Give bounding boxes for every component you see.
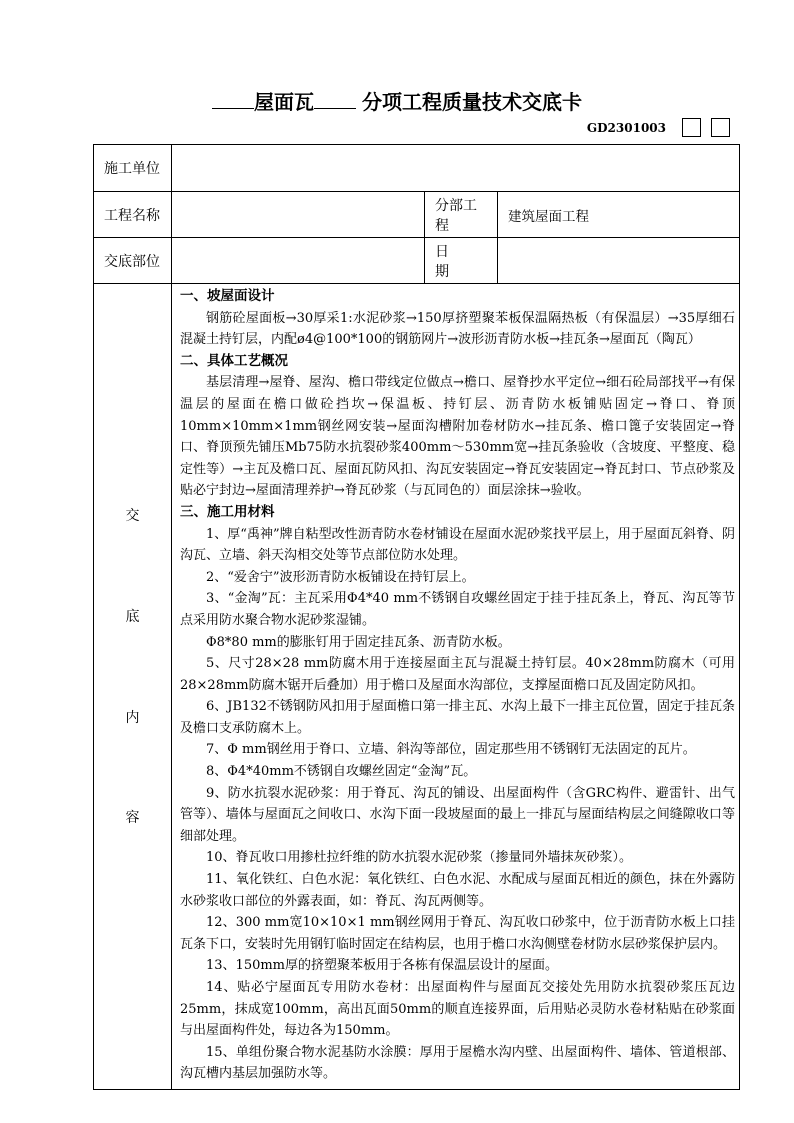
material-item-14: 14、贴必宁屋面瓦专用防水卷材：出屋面构件与屋面瓦交接处先用防水抗裂砂浆压瓦边25mm，抹成宽100mm，高出瓦面50mm的顺直连接界面，后用贴必灵防水卷材粘贴在砂浆面与出屋面构件处，每边各为150mm。	[180, 980, 735, 1039]
title-project-part: 屋面瓦	[254, 90, 314, 114]
material-item-6: 6、JB132不锈钢防风扣用于屋面檐口第一排主瓦、水沟上最下一排主瓦位置，固定于挂瓦条及檐口支承防腐木上。	[180, 699, 735, 736]
title-text: 分项工程质量技术交底卡	[362, 90, 582, 114]
row-construction-unit	[94, 145, 740, 192]
side-char-3: 内	[125, 709, 140, 726]
project-name-field[interactable]	[172, 192, 425, 238]
section-heading-2: 二、具体工艺概况	[180, 352, 288, 369]
sub-project-field[interactable]: 建筑屋面工程	[498, 192, 740, 238]
document-title	[0, 86, 794, 115]
material-item-12: 12、300 mm宽10×10×1 mm钢丝网用于脊瓦、沟瓦收口砂浆中，位于沥青防水板上口挂瓦条下口，安装时先用钢钉临时固定在结构层，也用于檐口水沟侧壁卷材防水层砂浆保护层内。	[180, 915, 735, 952]
material-item-13: 13、150mm厚的挤塑聚苯板用于各栋有保温层设计的屋面。	[206, 958, 559, 974]
material-item-11: 11、氧化铁红、白色水泥：氧化铁红、白色水泥、水配成与屋面瓦相近的颜色，抹在外露防水砂浆收口部位的外露表面，如：脊瓦、沟瓦两侧等。	[180, 872, 735, 909]
handover-part-field[interactable]	[172, 238, 425, 284]
row-project-name	[94, 192, 740, 238]
code-row	[587, 118, 730, 137]
material-item-7: 7、Φ mm钢丝用于脊口、立墙、斜沟等部位，固定那些用不锈钢钉无法固定的瓦片。	[206, 742, 696, 758]
row-handover-part	[94, 238, 740, 284]
material-item-4: Φ8*80 mm的膨胀钉用于固定挂瓦条、沥青防水板。	[206, 634, 511, 650]
material-item-10: 10、脊瓦收口用掺杜拉纤维的防水抗裂水泥砂浆（掺量同外墙抹灰砂浆）。	[206, 850, 633, 866]
document-code: GD2301003	[586, 120, 666, 135]
material-item-2: 2、“爱舍宁”波形沥青防水板铺设在持钉层上。	[206, 569, 475, 585]
checkbox-1[interactable]	[682, 118, 701, 137]
side-char-1: 交	[125, 508, 140, 525]
title-underline-left	[212, 106, 254, 109]
side-char-2: 底	[125, 609, 140, 626]
material-item-15: 15、单组份聚合物水泥基防水涂膜：厚用于屋檐水沟内壁、出屋面构件、墙体、管道根部、沟瓦槽内基层加强防水等。	[180, 1044, 735, 1082]
material-item-3: 3、“金淘”瓦：主瓦采用Φ4*40 mm不锈钢自攻螺丝固定于挂于挂瓦条上，脊瓦、沟瓦等节点采用防水聚合物水泥砂浆湿铺。	[180, 591, 735, 628]
content-body	[172, 284, 740, 1090]
sub-project-label: 分部工程	[425, 192, 498, 238]
section-heading-1: 一、坡屋面设计	[180, 288, 275, 304]
section-heading-3: 三、施工用材料	[180, 503, 275, 520]
material-item-5: 5、尺寸28×28 mm防腐木用于连接屋面主瓦与混凝土持钉层。40×28mm防腐木（可用28×28mm防腐木锯开后叠加）用于檐口及屋面水沟部位，支撑屋面檐口瓦及固定防风扣。	[180, 656, 735, 693]
handover-part-label: 交底部位	[94, 238, 172, 284]
project-name-label: 工程名称	[94, 192, 172, 238]
material-item-9: 9、防水抗裂水泥砂浆：用于脊瓦、沟瓦的铺设、出屋面构件（含GRC构件、避雷针、出气管等）、墙体与屋面瓦之间收口、水沟下面一段坡屋面的最上一排瓦与屋面结构层之间缝隙收口等细部处理。	[180, 785, 735, 844]
construction-unit-field[interactable]	[172, 145, 740, 192]
material-item-8: 8、Φ4*40mm不锈钢自攻螺丝固定“金淘”瓦。	[206, 764, 477, 780]
row-content	[94, 284, 740, 1090]
checkbox-2[interactable]	[711, 118, 730, 137]
date-label: 日 期	[425, 238, 498, 284]
side-char-4: 容	[125, 810, 140, 827]
title-underline-right	[314, 106, 356, 109]
section-1-paragraph-1: 钢筋砼屋面板→30厚采1:水泥砂浆→150厚挤塑聚苯板保温隔热板（有保温层）→35厚细石混凝土持钉层，内配ø4@100*100的钢筋网片→波形沥青防水板→挂瓦条→屋面瓦（陶瓦）	[180, 310, 735, 348]
handover-form-table	[93, 144, 740, 1090]
content-side-label	[94, 284, 172, 1090]
material-item-1: 1、厚“禹神”牌自粘型改性沥青防水卷材铺设在屋面水泥砂浆找平层上，用于屋面瓦斜脊、阴沟瓦、立墙、斜天沟相交处等节点部位防水处理。	[180, 526, 735, 564]
section-2-paragraph-1: 基层清理→屋脊、屋沟、檐口带线定位做点→檐口、屋脊抄水平定位→细石砼局部找平→有保温层的屋面在檐口做砼挡坎→保温板、持钉层、沥青防水板铺贴固定→脊口、脊顶10mm×10mm×1mm钢丝网安装→屋面沟槽附加卷材防水→挂瓦条、檐口篦子安装固定→脊口、脊顶预先铺压Mb75防水抗裂砂浆400mm～530mm宽→挂瓦条验收（含坡度、平整度、稳定性等）→主瓦及檐口瓦、屋面瓦防风扣、沟瓦安装固定→脊瓦安装固定→脊瓦封口、节点砂浆及贴必宁封边→屋面清理养护→脊瓦砂浆（与瓦同色的）面层涂抹→验收。	[180, 375, 735, 499]
construction-unit-label: 施工单位	[94, 145, 172, 192]
date-field[interactable]	[498, 238, 740, 284]
